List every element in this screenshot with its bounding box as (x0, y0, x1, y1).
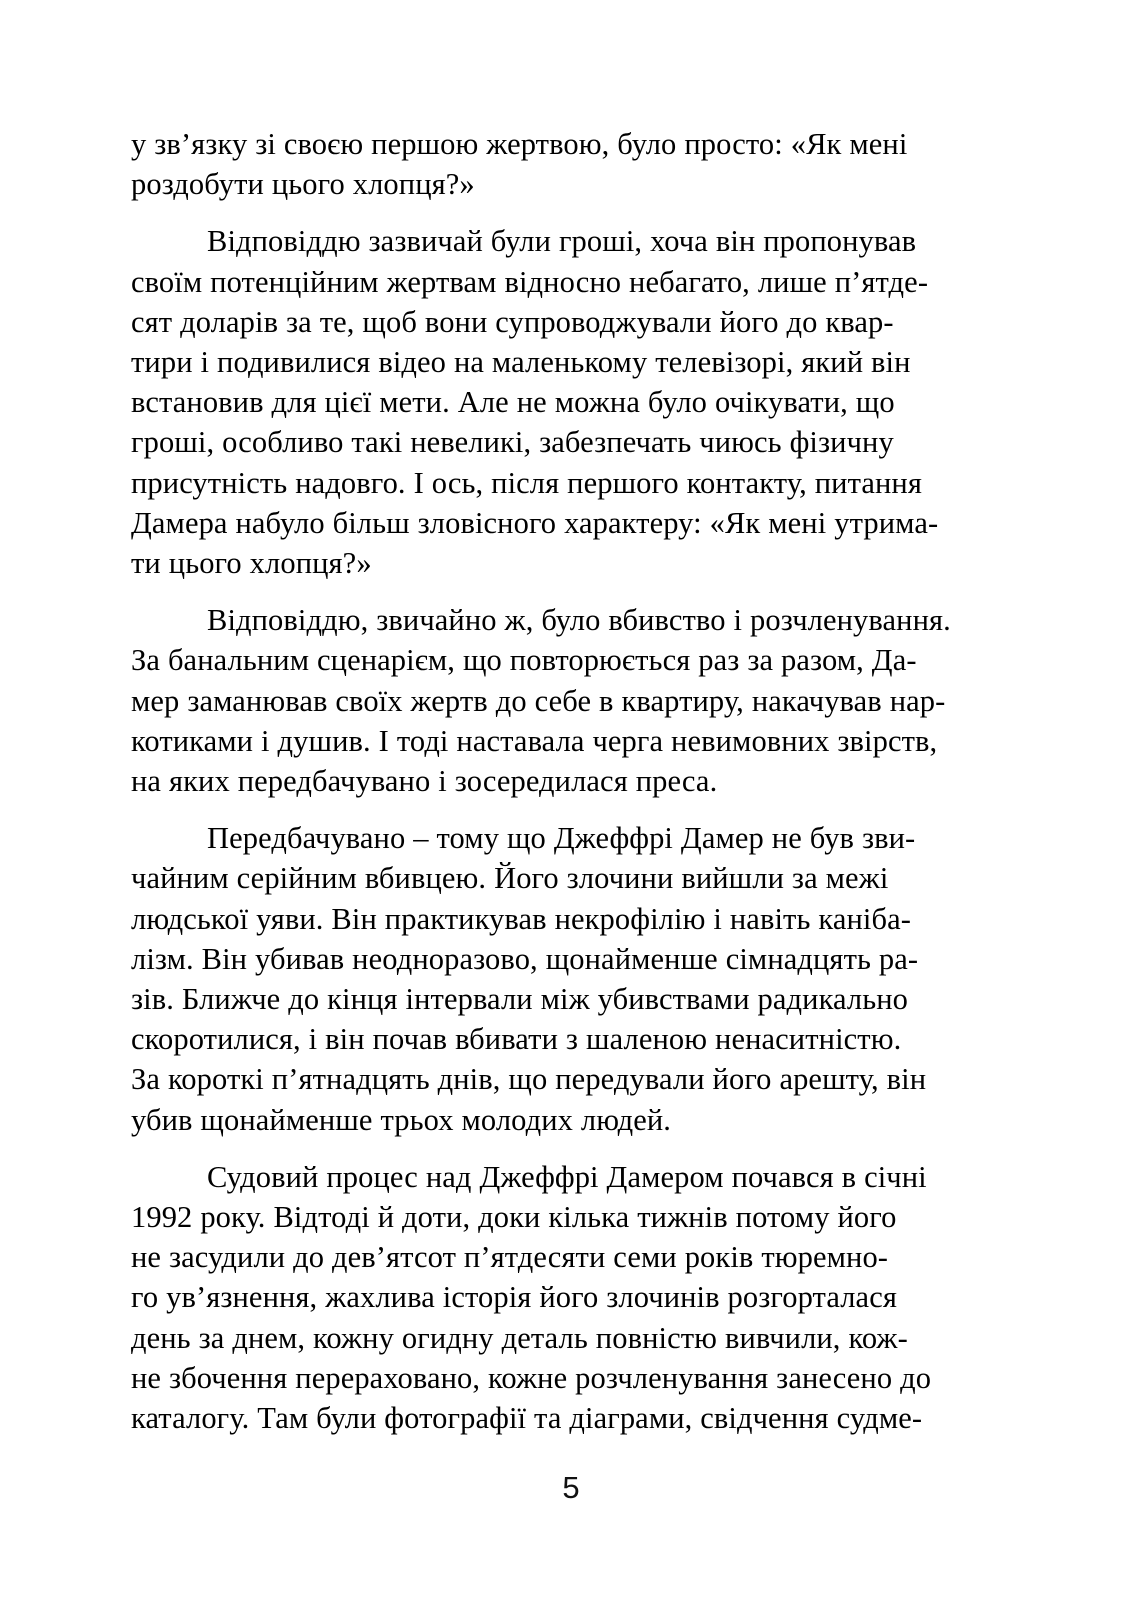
text-line-content: Судовий процес над Джеффрі Дамером почався в січні (207, 1159, 927, 1194)
text-line: встановив для цієї мети. Але не можна було очікувати, що (131, 385, 895, 420)
text-line: тири і подивилися відео на маленькому телевізорі, який він (131, 345, 911, 380)
text-line: ти цього хлопця?» (131, 546, 372, 581)
paragraph (131, 600, 991, 801)
text-line (131, 818, 991, 858)
text-line: За банальним сценарієм, що повторюється раз за разом, Да- (131, 643, 917, 678)
text-line: у зв’язку зі своєю першою жертвою, було просто: «Як мені (131, 127, 908, 161)
text-line (131, 1157, 991, 1197)
text-line (131, 221, 991, 261)
text-column (131, 124, 991, 1438)
text-line: убив щонайменше трьох молодих людей. (131, 1102, 671, 1137)
text-line: людської уяви. Він практикував некрофілію і навіть каніба- (131, 901, 911, 936)
text-line: зів. Ближче до кінця інтервали між убивствами радикально (131, 982, 909, 1017)
text-line: роздобути цього хлопця?» (131, 167, 475, 202)
paragraph (131, 221, 991, 583)
text-line-content: Передбачувано – тому що Джеффрі Дамер не був зви- (207, 821, 916, 856)
text-line-content: Відповіддю, звичайно ж, було вбивство і розчленування. (207, 603, 951, 638)
text-line: лізм. Він убивав неодноразово, щонайменше сімнадцять ра- (131, 941, 919, 976)
text-line: на яких передбачувано і зосередилася преса. (131, 764, 718, 799)
text-line: котиками і душив. І тоді наставала черга невимовних звірств, (131, 723, 938, 758)
text-line (131, 600, 991, 640)
text-line: гроші, особливо такі невеликі, забезпечать чиюсь фізичну (131, 425, 894, 460)
text-line: чайним серійним вбивцею. Його злочини вийшли за межі (131, 861, 889, 896)
paragraph (131, 1157, 991, 1438)
text-line: не засудили до дев’ятсот п’ятдесяти семи років тюремно- (131, 1240, 889, 1275)
text-line-content: Відповіддю зазвичай були гроші, хоча він пропонував (207, 224, 917, 259)
text-line: каталогу. Там були фотографії та діаграми, свідчення судме- (131, 1401, 923, 1436)
text-line: присутність надовго. І ось, після першого контакту, питання (131, 465, 922, 500)
text-line: сят доларів за те, щоб вони супроводжували його до квар- (131, 304, 894, 339)
text-line: За короткі п’ятнадцять днів, що передували його арешту, він (131, 1062, 927, 1097)
text-line: скоротилися, і він почав вбивати з шаленою ненаситністю. (131, 1022, 902, 1057)
text-line: день за днем, кожну огидну деталь повністю вивчили, кож- (131, 1320, 908, 1355)
text-line: своїм потенційним жертвам відносно небагато, лише п’ятде- (131, 264, 929, 299)
text-line: го ув’язнення, жахлива історія його злочинів розгорталася (131, 1280, 897, 1315)
text-line: 1992 року. Відтоді й доти, доки кілька тижнів потому його (131, 1200, 897, 1235)
text-line: не збочення перераховано, кожне розчленування занесено до (131, 1360, 932, 1395)
text-line: Дамера набуло більш зловісного характеру: «Як мені утрима- (131, 505, 939, 540)
paragraph (131, 818, 991, 1140)
text-line: мер заманював своїх жертв до себе в квартиру, накачував нар- (131, 683, 946, 718)
paragraph (131, 124, 991, 204)
page-number: 5 (562, 1470, 580, 1505)
